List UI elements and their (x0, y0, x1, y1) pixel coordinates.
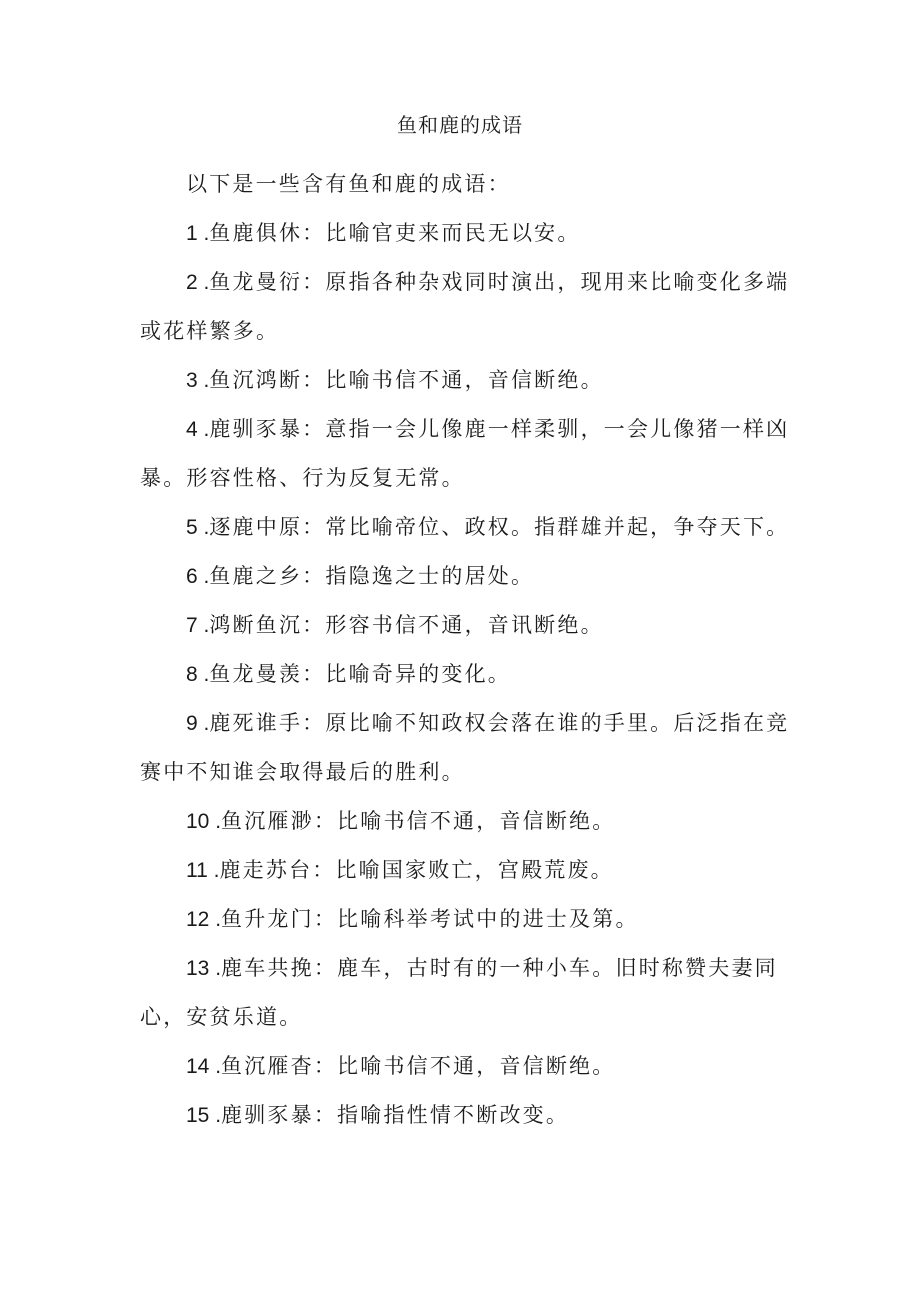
idiom-number: 15 . (186, 1104, 222, 1127)
idiom-term: 鸿断鱼沉 ： (209, 613, 325, 637)
idiom-number: 9 . (186, 712, 210, 735)
idiom-definition: 比喻国家败亡，宫殿荒废。 (335, 858, 614, 882)
idiom-definition: 比喻奇异的变化。 (325, 662, 511, 686)
idiom-term: 鱼鹿之乡 ： (209, 564, 325, 588)
idiom-term: 鹿驯豕暴 ： (221, 1103, 337, 1127)
idiom-number: 1 . (186, 222, 210, 245)
idiom-item (140, 895, 790, 944)
idiom-definition: 比喻书信不通，音信断绝。 (337, 1054, 616, 1078)
idiom-item (140, 503, 790, 552)
idiom-definition: 比喻官吏来而民无以安。 (325, 221, 581, 245)
idiom-term: 鱼沉雁渺 ： (221, 809, 337, 833)
idiom-term: 鹿死谁手 ： (209, 711, 325, 735)
idiom-number: 10 . (186, 810, 222, 833)
idiom-definition: 指喻指性情不断改变。 (337, 1103, 570, 1127)
idiom-number: 12 . (186, 908, 222, 931)
document-body (140, 160, 790, 1140)
idiom-item (140, 1042, 790, 1091)
idiom-item (140, 601, 790, 650)
idiom-item (140, 356, 790, 405)
idiom-item (140, 797, 790, 846)
idiom-term: 鱼鹿俱休 ： (209, 221, 325, 245)
idiom-term: 鹿驯豕暴 ： (209, 417, 325, 441)
idiom-number: 13 . (186, 957, 222, 980)
idiom-term: 鱼沉鸿断 ： (209, 368, 325, 392)
idiom-item (140, 552, 790, 601)
idiom-term: 鱼龙曼衍 ： (209, 270, 325, 294)
idiom-item (140, 405, 790, 503)
document-title: 鱼和鹿的成语 (397, 113, 523, 137)
idiom-number: 14 . (186, 1055, 222, 1078)
idiom-item (140, 846, 790, 895)
idiom-definition: 意指一会儿像鹿一样柔驯，一会儿像猪一样凶暴。形容性格、行为反复无常。 (140, 417, 790, 490)
idiom-number: 7 . (186, 614, 210, 637)
idiom-definition: 常比喻帝位、政权。指群雄并起，争夺天下。 (325, 515, 790, 539)
idiom-term: 鱼升龙门 ： (221, 907, 337, 931)
idiom-definition: 形容书信不通，音讯断绝。 (325, 613, 604, 637)
idiom-number: 11 . (186, 859, 220, 882)
idiom-number: 2 . (186, 271, 210, 294)
idiom-definition: 比喻科举考试中的进士及第。 (337, 907, 639, 931)
idiom-number: 3 . (186, 369, 210, 392)
idiom-item (140, 209, 790, 258)
idiom-number: 5 . (186, 516, 210, 539)
idiom-term: 逐鹿中原 ： (209, 515, 325, 539)
idiom-number: 4 . (186, 418, 210, 441)
idiom-term: 鱼沉雁杳 ： (221, 1054, 337, 1078)
idiom-definition: 原比喻不知政权会落在谁的手里。后泛指在竞赛中不知谁会取得最后的胜利。 (140, 711, 790, 784)
idiom-definition: 比喻书信不通，音信断绝。 (325, 368, 604, 392)
idiom-definition: 指隐逸之士的居处。 (325, 564, 535, 588)
idiom-item (140, 258, 790, 356)
idiom-item (140, 699, 790, 797)
idiom-term: 鱼龙曼羡 ： (209, 662, 325, 686)
idiom-item (140, 1091, 790, 1140)
idiom-term: 鹿车共挽 ： (221, 956, 337, 980)
idiom-term: 鹿走苏台 ： (219, 858, 335, 882)
idiom-item (140, 944, 790, 1042)
idiom-number: 8 . (186, 663, 210, 686)
idiom-definition: 原指各种杂戏同时演出，现用来比喻变化多端或花样繁多。 (140, 270, 790, 343)
intro-paragraph: 以下是一些含有鱼和鹿的成语： (186, 172, 511, 196)
idiom-number: 6 . (186, 565, 210, 588)
idiom-item (140, 650, 790, 699)
idiom-definition: 鹿车，古时有的一种小车。旧时称赞夫妻同心，安贫乐道。 (140, 956, 778, 1029)
idiom-definition: 比喻书信不通，音信断绝。 (337, 809, 616, 833)
